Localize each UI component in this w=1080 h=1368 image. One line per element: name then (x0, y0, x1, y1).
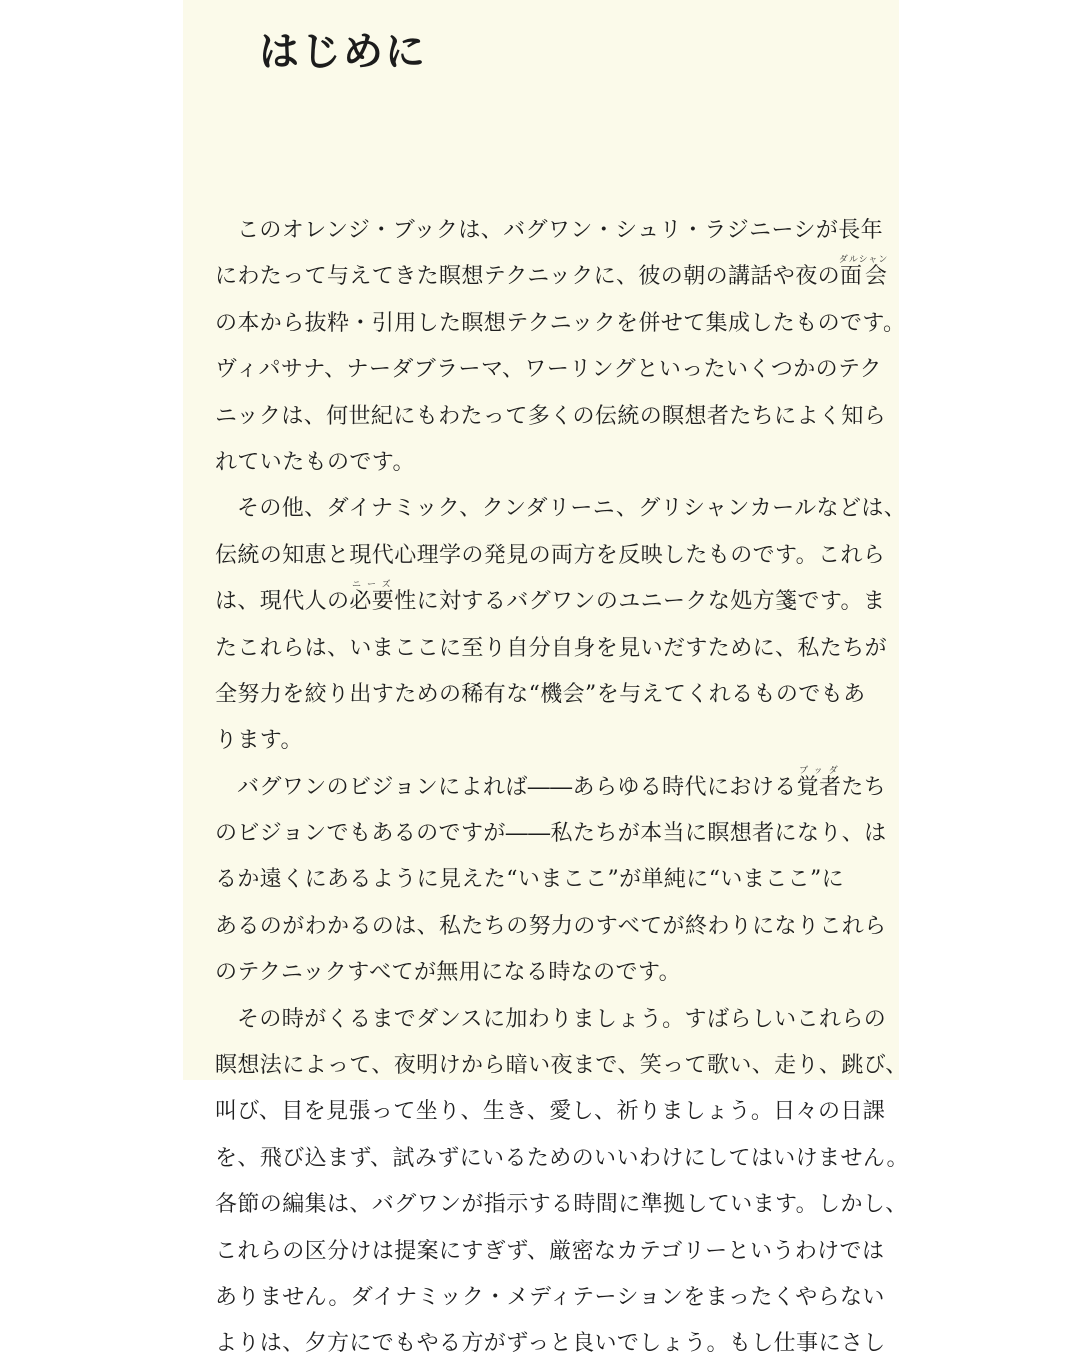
text-line-1: このオレンジ・ブックは、バグワン・シュリ・ラジニーシが長年 (237, 218, 884, 243)
ruby-reading: ダルシャン (838, 255, 889, 266)
text-line-4: ヴィパサナ、ナーダブラーマ、ワーリングといったいくつかのテク (215, 357, 882, 383)
text-segment: は、現代人の (215, 589, 350, 615)
text-line-19: 瞑想法によって、夜明けから暗い夜まで、笑って歌い、走り、跳び、 (215, 1053, 908, 1079)
text-line-2 (215, 254, 889, 300)
text-line-8: 伝統の知恵と現代心理学の発見の両方を反映したものです。これら (215, 542, 886, 568)
body-text (215, 208, 909, 1368)
text-line-7: その他、ダイナミック、クンダリーニ、グリシャンカールなどは、 (237, 496, 907, 522)
text-line-23: これらの区分けは提案にすぎず、厳密なカテゴリーというわけでは (215, 1238, 885, 1264)
text-segment: 性に対するバグワンのユニークな処方箋です。ま (394, 589, 886, 615)
text-line-16: あるのがわかるのは、私たちの努力のすべてが終わりになりこれら (215, 913, 887, 939)
book-page (183, 0, 909, 1357)
text-line-15: るか遠くにあるように見えた“いまここ”が単純に“いまここ”に (215, 867, 844, 893)
text-line-6: れていたものです。 (215, 449, 415, 475)
text-line-5: ニックは、何世紀にもわたって多くの伝統の瞑想者たちによく知ら (215, 403, 887, 429)
text-line-21: を、飛び込まず、試みずにいるためのいいわけにしてはいけません。 (215, 1145, 909, 1171)
ruby-reading: ブッダ (796, 765, 842, 776)
ruby-base: 必要 (349, 589, 395, 615)
text-line-12: ります。 (215, 728, 303, 754)
text-line-13 (215, 765, 887, 811)
text-segment: たち (841, 774, 887, 800)
text-line-20: 叫び、目を見張って坐り、生き、愛し、祈りましょう。日々の日課 (215, 1099, 886, 1125)
text-line-17: のテクニックすべてが無用になる時なのです。 (215, 960, 682, 986)
text-segment: にわたって与えてきた瞑想テクニックに、彼の朝の講話や夜の (215, 264, 841, 290)
ruby-reading: ニーズ (349, 580, 395, 591)
text-line-3: の本から抜粋・引用した瞑想テクニックを併せて集成したものです。 (215, 310, 906, 336)
page-title: はじめに (259, 29, 427, 75)
ruby-base: 覚者 (796, 774, 842, 800)
ruby-buddha (796, 765, 842, 800)
text-line-18: その時がくるまでダンスに加わりましょう。すばらしいこれらの (237, 1006, 887, 1032)
ruby-needs (349, 580, 395, 615)
text-line-10: たこれらは、いまここに至り自分自身を見いだすために、私たちが (215, 635, 888, 661)
text-line-22: 各節の編集は、バグワンが指示する時間に準拠しています。しかし、 (215, 1192, 908, 1218)
text-line-11: 全努力を絞り出すための稀有な“機会”を与えてくれるものでもあ (215, 681, 866, 707)
ruby-darshan (838, 255, 889, 290)
text-line-14: のビジョンでもあるのですが――私たちが本当に瞑想者になり、は (215, 821, 887, 847)
ruby-base: 面会 (838, 264, 889, 290)
text-segment: バグワンのビジョンによれば――あらゆる時代における (237, 774, 797, 800)
text-line-24: ありません。ダイナミック・メディテーションをまったくやらない (215, 1284, 885, 1310)
text-line-9 (215, 579, 886, 625)
text-line-25: よりは、夕方にでもやる方がずっと良いでしょう。もし仕事にさし (215, 1331, 886, 1357)
